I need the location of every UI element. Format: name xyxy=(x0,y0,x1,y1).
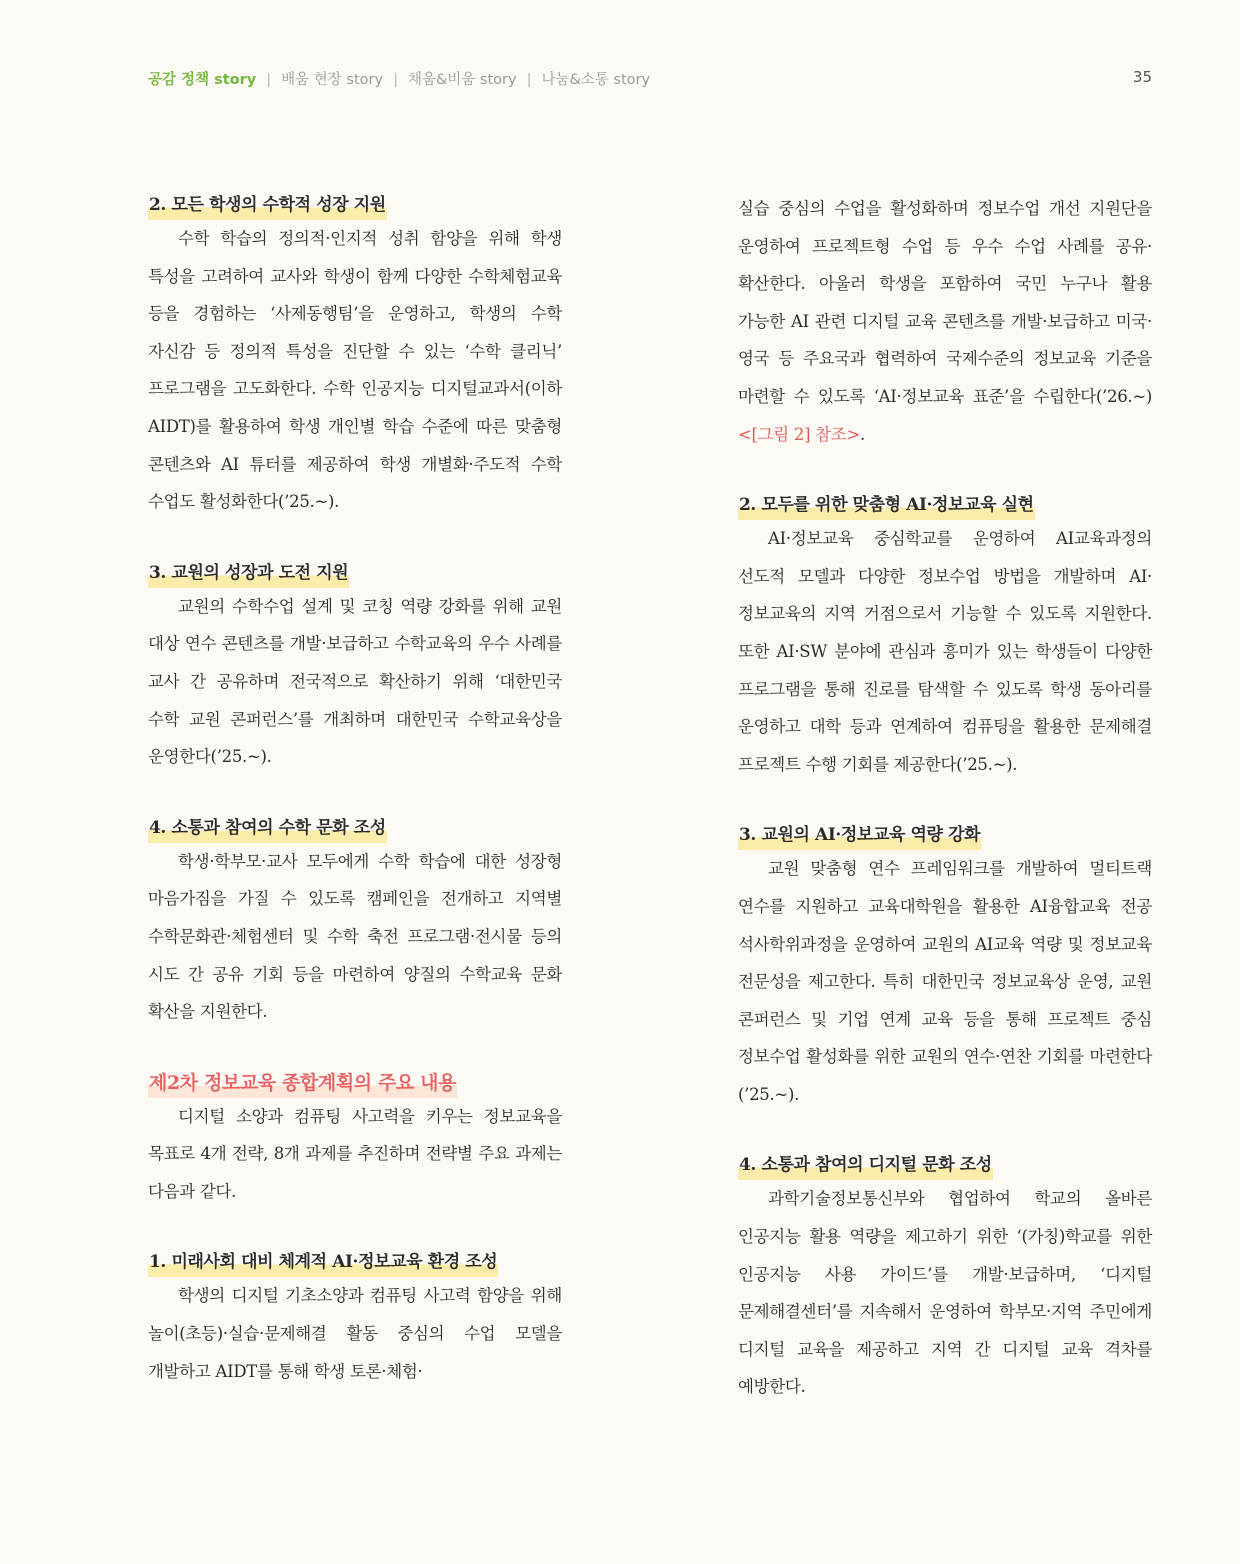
section-heading: 2. 모두를 위한 맞춤형 AI·정보교육 실현 xyxy=(738,490,1035,520)
page-header xyxy=(148,66,1152,92)
section-heading: 1. 미래사회 대비 체계적 AI·정보교육 환경 조성 xyxy=(148,1247,498,1277)
section-heading: 3. 교원의 성장과 도전 지원 xyxy=(148,558,349,588)
section-body: 과학기술정보통신부와 협업하여 학교의 올바른 인공지능 활용 역량을 제고하기 위한 ‘(가칭)학교를 위한 인공지능 사용 가이드’를 개발·보급하며, ‘디지털 문제해결센터’를 지속해서 운영하여 학부모·지역 주민에게 디지털 교육을 제공하고 지역 간 디지털 교육 격차를 예방한다. xyxy=(738,1189,1152,1397)
section-body: AI·정보교육 중심학교를 운영하여 AI교육과정의 선도적 모델과 다양한 정보수업 방법을 개발하며 AI·정보교육의 지역 거점으로서 기능할 수 있도록 지원한다. 또한 AI·SW 분야에 관심과 흥미가 있는 학생들이 다양한 프로그램을 통해 진로를 탐색할 수 있도록 학생 동아리를 운영하고 대학 등과 연계하여 컴퓨팅을 활용한 문제해결 프로젝트 수행 기회를 제공한다(’25.~). xyxy=(738,529,1152,774)
section-heading: 3. 교원의 AI·정보교육 역량 강화 xyxy=(738,820,981,850)
section-nav xyxy=(148,68,650,89)
section-body: 교원의 수학수업 설계 및 코칭 역량 강화를 위해 교원 대상 연수 콘텐츠를 개발·보급하고 수학교육의 우수 사례를 교사 간 공유하며 전국적으로 확산하기 위해 ‘대한민국 수학 교원 콘퍼런스’를 개최하며 대한민국 수학교육상을 운영한다(’25.~). xyxy=(148,596,562,767)
section-body: 학생·학부모·교사 모두에게 수학 학습에 대한 성장형 마음가짐을 가질 수 있도록 캠페인을 전개하고 지역별 수학문화관·체험센터 및 수학 축전 프로그램·전시물 등의 시도 간 공유 기회 등을 마련하여 양질의 수학교육 문화 확산을 지원한다. xyxy=(148,851,562,1022)
section-heading: 2. 모든 학생의 수학적 성장 지원 xyxy=(148,190,387,220)
left-column xyxy=(148,190,562,1390)
section-body: 디지털 소양과 컴퓨팅 사고력을 키우는 정보교육을 목표로 4개 전략, 8개 과제를 추진하며 전략별 주요 과제는 다음과 같다. xyxy=(148,1106,562,1201)
section-heading: 4. 소통과 참여의 수학 문화 조성 xyxy=(148,813,387,843)
main-section-title: 제2차 정보교육 종합계획의 주요 내용 xyxy=(148,1068,457,1098)
figure-reference[interactable]: <[그림 2] 참조> xyxy=(738,424,860,444)
page-number: 35 xyxy=(1132,68,1152,86)
nav-item-share[interactable]: 나눔&소통 story xyxy=(541,72,651,88)
nav-separator: | xyxy=(266,72,272,88)
right-column xyxy=(738,190,1152,1406)
section-body: 학생의 디지털 기초소양과 컴퓨팅 사고력 함양을 위해 놀이(초등)·실습·문제해결 활동 중심의 수업 모델을 개발하고 AIDT를 통해 학생 토론·체험· xyxy=(148,1286,562,1381)
nav-item-fill-empty[interactable]: 채움&비움 story xyxy=(407,72,517,88)
section-body: 교원 맞춤형 연수 프레임워크를 개발하여 멀티트랙 연수를 지원하고 교육대학원을 활용한 AI융합교육 전공 석사학위과정을 운영하여 교원의 AI교육 역량 및 정보교육 전문성을 제고한다. 특히 대한민국 정보교육상 운영, 교원 콘퍼런스 및 기업 연계 교육 등을 통해 프로젝트 중심 정보수업 활성화를 위한 교원의 연수·연찬 기회를 마련한다(’25.~). xyxy=(738,859,1152,1104)
section-body: 수학 학습의 정의적·인지적 성취 함양을 위해 학생 특성을 고려하여 교사와 학생이 함께 다양한 수학체험교육 등을 경험하는 ‘사제동행팀’을 운영하고, 학생의 수학 자신감 등 정의적 특성을 진단할 수 있는 ‘수학 클리닉’ 프로그램을 고도화한다. 수학 인공지능 디지털교과서(이하 AIDT)를 활용하여 학생 개인별 학습 수준에 따른 맞춤형 콘텐츠와 AI 튜터를 제공하여 학생 개별화·주도적 수학 수업도 활성화한다(’25.~). xyxy=(148,229,562,512)
nav-separator: | xyxy=(526,72,532,88)
section-heading: 4. 소통과 참여의 디지털 문화 조성 xyxy=(738,1150,993,1180)
nav-item-policy[interactable]: 공감 정책 story xyxy=(148,72,257,88)
nav-item-field[interactable]: 배움 현장 story xyxy=(281,72,384,88)
nav-separator: | xyxy=(393,72,398,88)
continued-body: 실습 중심의 수업을 활성화하며 정보수업 개선 지원단을 운영하여 프로젝트형 수업 등 우수 수업 사례를 공유·확산한다. 아울러 학생을 포함하여 국민 누구나 활용 가능한 AI 관련 디지털 교육 콘텐츠를 개발·보급하고 미국·영국 등 주요국과 협력하여 국제수준의 정보교육 기준을 마련할 수 있도록 ‘AI·정보교육 표준’을 수립한다(’26.~) <[그림 2] 참조>. xyxy=(738,199,1152,444)
